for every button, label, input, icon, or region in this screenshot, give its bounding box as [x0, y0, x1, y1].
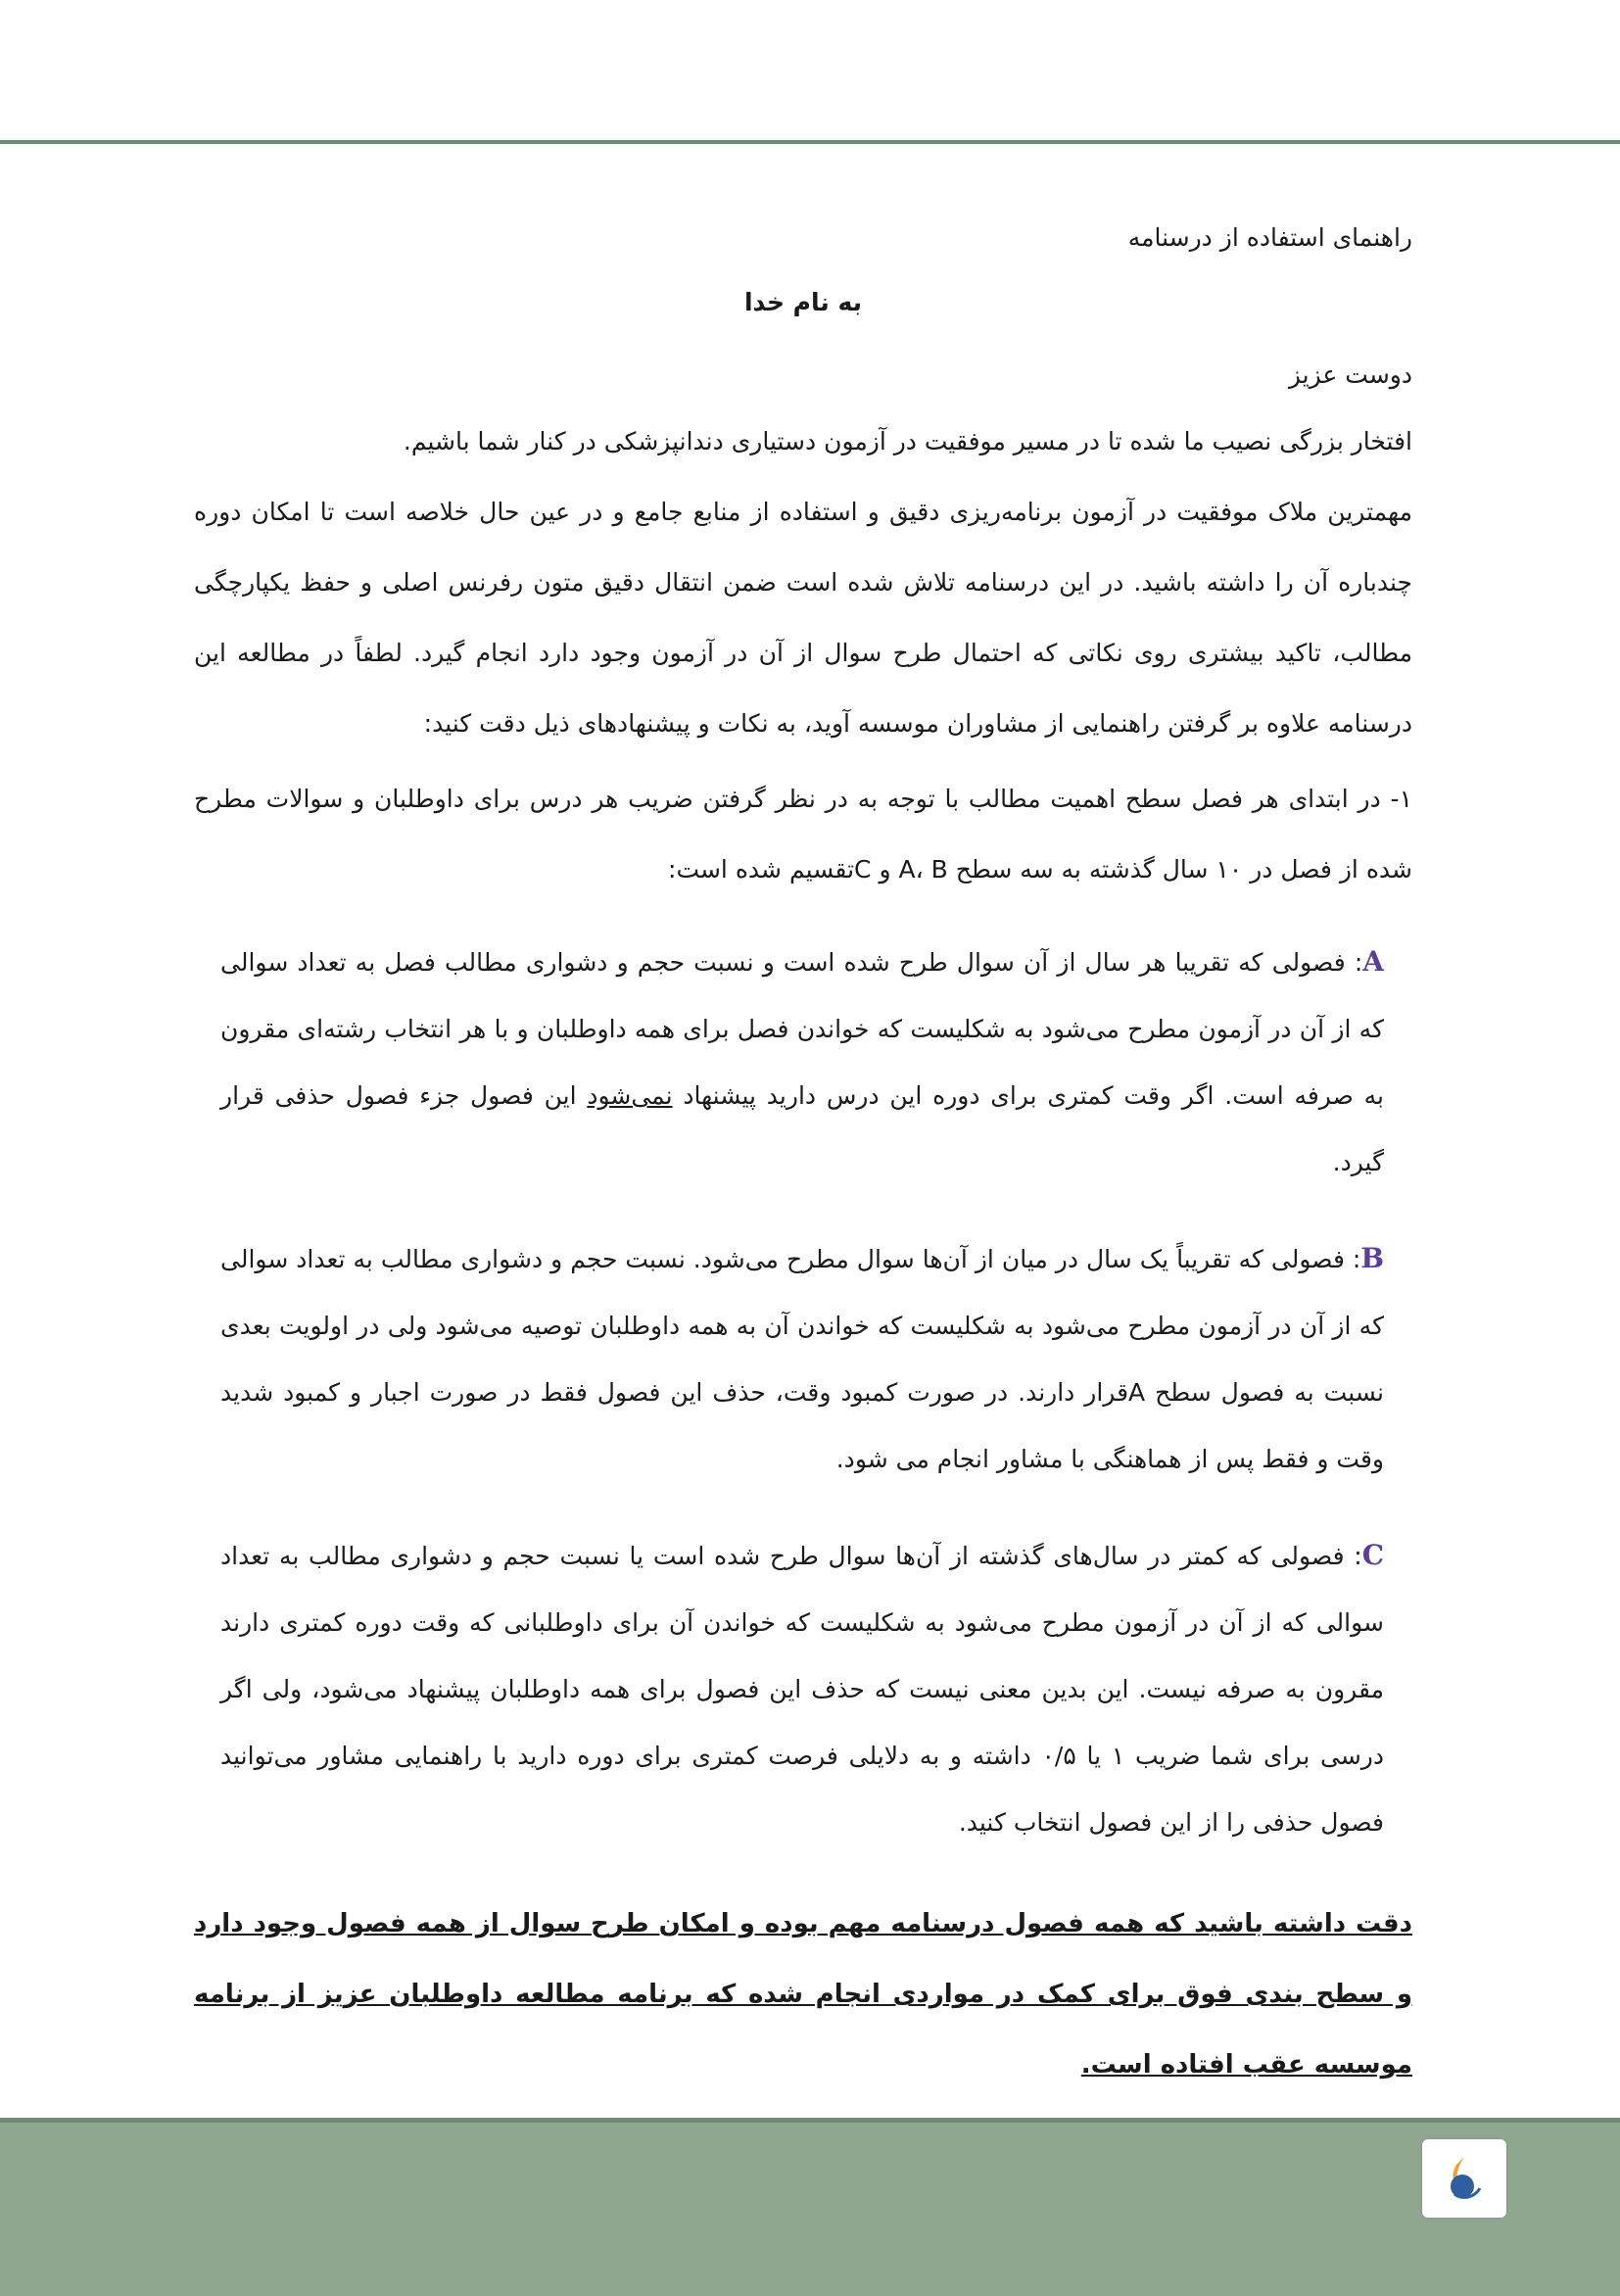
level-b-text: : فصولی که تقریباً یک سال در میان از آن‌ها سوال مطرح می‌شود. نسبت حجم و دشواری مطالب به تعداد سوالی که از آن در آزمون مطرح می‌شود به شکلیست که خواندن آن به همه داوطلبان توصیه می‌شود ولی در اولویت بعدی نسبت به فصول سطح Aقرار دارند. در صورت کمبود وقت، حذف این فصول فقط در صورت اجبار و کمبود شدید وقت و فقط پس از هماهنگی با مشاور انجام می شود.: [220, 1245, 1384, 1473]
intro-section: [194, 407, 1412, 759]
level-a-letter: A: [1362, 945, 1384, 978]
avid-logo-icon: [1422, 2139, 1506, 2218]
top-divider: [0, 140, 1620, 144]
level-c-paragraph: [220, 1522, 1384, 1856]
level-a-underlined: نمی‌شود: [587, 1081, 673, 1110]
level-c-text: : فصولی که کمتر در سال‌های گذشته از آن‌ها سوال طرح شده است یا نسبت حجم و دشواری مطالب به تعداد سوالی که از آن در آزمون مطرح می‌شود به شکلیست که خواندن آن برای داوطلبانی که وقت دوره کمتری دارند مقرون به صرفه نیست. این بدین معنی نیست که حذف این فصول برای همه داوطلبان پیشنهاد می‌شود، ولی اگر درسی برای شما ضریب ۱ یا ۰/۵ داشته و به دلایلی فرصت کمتری برای دوره دارید با راهنمایی مشاور می‌توانید فصول حذفی را از این فصول انتخاب کنید.: [220, 1542, 1385, 1837]
level-a-paragraph: [220, 929, 1384, 1196]
important-note: دقت داشته باشید که همه فصول درسنامه مهم بوده و امکان طرح سوال از همه فصول وجود دارد و سطح بندی فوق برای کمک در مواردی انجام شده که برنامه مطالعه داوطلبان عزیز از برنامه موسسه عقب افتاده است.: [194, 1909, 1412, 2080]
document-title: به نام خدا: [743, 288, 863, 316]
intro-paragraph-1: افتخار بزرگی نصیب ما شده تا در مسیر موفقیت در آزمون دستیاری دندانپزشکی در کنار شما باشیم.: [403, 427, 1412, 455]
footer-band: [0, 2118, 1620, 2296]
level-list: [220, 929, 1384, 1886]
intro-paragraph-2: مهمترین ملاک موفقیت در آزمون برنامه‌ریزی دقیق و استفاده از منابع جامع و در عین حال خلاصه است تا امکان دوره چندباره آن را داشته باشید. در این درسنامه تلاش شده است ضمن انتقال دقیق متون رفرنس اصلی و حفظ یکپارچگی مطالب، تاکید بیشتری روی نکاتی که احتمال طرح سوال از آن در آزمون وجود دارد انجام گیرد. لطفاً در مطالعه این درسنامه علاوه بر گرفتن راهنمایی از مشاوران موسسه آوید، به نکات و پیشنهادهای ذیل دقت کنید:: [194, 498, 1412, 738]
level-c-letter: C: [1361, 1539, 1384, 1571]
document-header: راهنمای استفاده از درسنامه: [1127, 223, 1412, 252]
level-b-letter: B: [1360, 1242, 1384, 1274]
logo-graphic: [1435, 2149, 1494, 2208]
item-1-text: ۱- در ابتدای هر فصل سطح اهمیت مطالب با توجه به در نظر گرفتن ضریب هر درس برای داوطلبان و سوالات مطرح شده از فصل در ۱۰ سال گذشته به سه سطح A، B و Cتقسیم شده است:: [194, 785, 1412, 884]
level-a-text: : فصولی که تقریبا هر سال از آن سوال طرح شده است و نسبت حجم و دشواری مطالب فصل به تعداد سوالی که از آن در آزمون مطرح می‌شود به شکلیست که خواندن فصل برای همه داوطلبان و با هر انتخاب رشته‌ای مقرون به صرفه است. اگر وقت کمتری برای دوره این درس دارید پیشنهاد: [220, 948, 1384, 1110]
numbered-item-1: [194, 764, 1412, 905]
salutation: دوست عزیز: [1288, 360, 1412, 389]
level-b-paragraph: [220, 1225, 1384, 1493]
level-a-text-end: این فصول جزء فصول حذفی قرار گیرد.: [220, 1081, 1384, 1176]
